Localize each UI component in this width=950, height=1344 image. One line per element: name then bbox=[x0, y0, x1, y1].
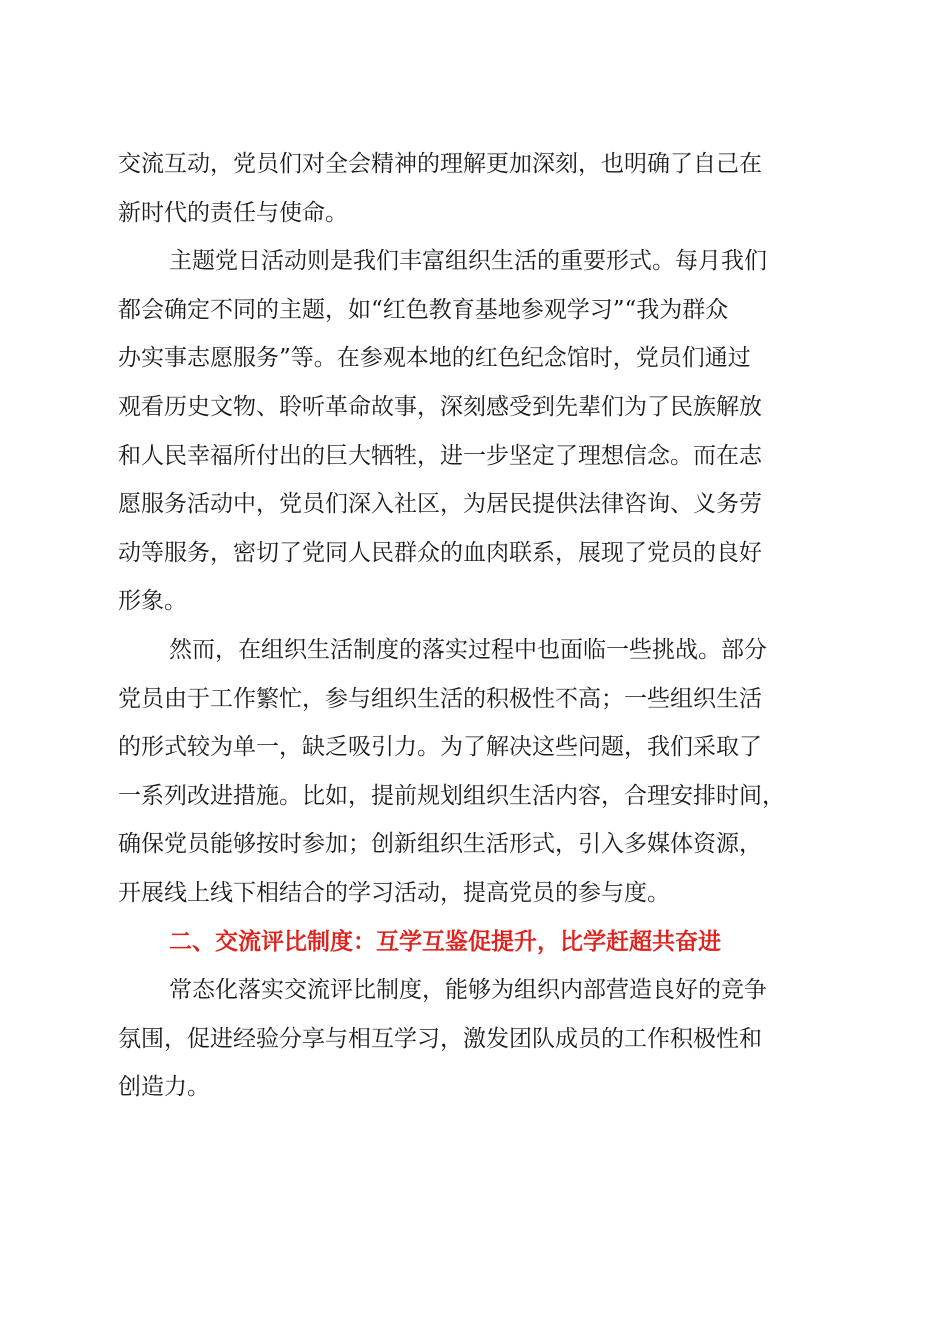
section-heading bbox=[118, 918, 830, 967]
paragraph-challenges bbox=[118, 626, 830, 918]
text-line: 党员由于工作繁忙，参与组织生活的积极性不高；一些组织生活 bbox=[118, 685, 762, 712]
text-line: 氛围，促进经验分享与相互学习，激发团队成员的工作积极性和 bbox=[118, 1025, 762, 1052]
text-line: 动等服务，密切了党同人民群众的血肉联系，展现了党员的良好 bbox=[118, 539, 762, 566]
text-line: 观看历史文物、聆听革命故事，深刻感受到先辈们为了民族解放 bbox=[118, 393, 762, 420]
paragraph-exchange-evaluation bbox=[118, 966, 830, 1112]
section-heading-text: 二、交流评比制度：互学互鉴促提升，比学赶超共奋进 bbox=[169, 928, 721, 955]
text-line: 确保党员能够按时参加；创新组织生活形式，引入多媒体资源， bbox=[118, 831, 762, 858]
text-line: 常态化落实交流评比制度，能够为组织内部营造良好的竞争 bbox=[169, 977, 767, 1004]
text-line: 一系列改进措施。比如，提前规划组织生活内容，合理安排时间， bbox=[118, 782, 785, 809]
text-line: 都会确定不同的主题，如“红色教育基地参观学习”“我为群众 bbox=[118, 296, 729, 323]
text-line: 形象。 bbox=[118, 588, 187, 615]
text-line: 开展线上线下相结合的学习活动，提高党员的参与度。 bbox=[118, 879, 670, 906]
text-line: 办实事志愿服务”等。在参观本地的红色纪念馆时，党员们通过 bbox=[118, 345, 751, 372]
text-line: 主题党日活动则是我们丰富组织生活的重要形式。每月我们 bbox=[169, 248, 767, 275]
text-line: 和人民幸福所付出的巨大牺牲，进一步坚定了理想信念。而在志 bbox=[118, 442, 762, 469]
text-line: 愿服务活动中，党员们深入社区，为居民提供法律咨询、义务劳 bbox=[118, 491, 762, 518]
text-line: 新时代的责任与使命。 bbox=[118, 199, 348, 226]
text-line: 的形式较为单一，缺乏吸引力。为了解决这些问题，我们采取了 bbox=[118, 734, 762, 761]
text-line: 创造力。 bbox=[118, 1074, 210, 1101]
document-page bbox=[118, 140, 830, 1112]
paragraph-theme-party-day bbox=[118, 237, 830, 626]
text-line: 交流互动，党员们对全会精神的理解更加深刻，也明确了自己在 bbox=[118, 151, 762, 177]
paragraph-continuation bbox=[118, 140, 830, 237]
text-line: 然而，在组织生活制度的落实过程中也面临一些挑战。部分 bbox=[169, 636, 767, 663]
